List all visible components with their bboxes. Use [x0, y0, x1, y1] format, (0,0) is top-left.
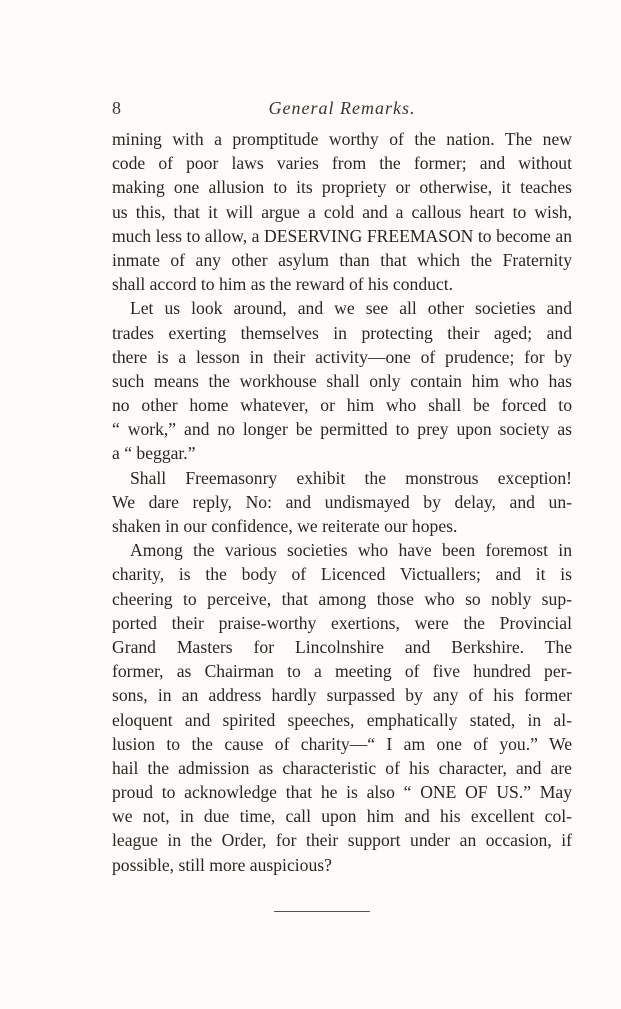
text-line: there is a lesson in their activity—one of prudence; for by: [112, 346, 572, 367]
text-line: a “ beggar.”: [112, 443, 196, 464]
text-line: league in the Order, for their support under an occasion, if: [112, 830, 572, 851]
text-line: making one allusion to its propriety or otherwise, it teaches: [112, 177, 572, 198]
text-line: cheering to perceive, that among those who so nobly sup-: [112, 588, 572, 609]
text-line: charity, is the body of Licenced Victuallers; and it is: [112, 564, 572, 585]
running-title: General Remarks.: [268, 98, 416, 118]
text-line: such means the workhouse shall only contain him who has: [112, 370, 572, 391]
page-number: 8: [112, 98, 121, 118]
text-line: shall accord to him as the reward of his conduct.: [112, 274, 454, 295]
text-line: we not, in due time, call upon him and his excellent col-: [112, 806, 572, 827]
text-line: much less to allow, a DESERVING FREEMASON to become an: [112, 225, 572, 246]
text-line: lusion to the cause of charity—“ I am one of you.” We: [112, 733, 572, 754]
text-line: Let us look around, and we see all other societies and: [130, 298, 572, 319]
text-line: code of poor laws varies from the former; and without: [112, 153, 572, 174]
text-line: former, as Chairman to a meeting of five hundred per-: [112, 661, 572, 682]
running-head: [112, 98, 572, 122]
text-line: Grand Masters for Lincolnshire and Berkshire. The: [112, 636, 572, 657]
text-line: shaken in our confidence, we reiterate our hopes.: [112, 516, 458, 536]
text-line: us this, that it will argue a cold and a callous heart to wish,: [112, 201, 572, 222]
text-line: mining with a promptitude worthy of the nation. The new: [112, 129, 572, 149]
text-line: inmate of any other asylum than that which the Fraternity: [112, 249, 572, 270]
text-line: possible, still more auspicious?: [112, 854, 332, 875]
text-line: “ work,” and no longer be permitted to prey upon society as: [112, 419, 572, 440]
text-line: eloquent and spirited speeches, emphatically stated, in al-: [112, 709, 572, 730]
text-line: We dare reply, No: and undismayed by delay, and un-: [112, 491, 572, 512]
body-text: [112, 127, 572, 877]
section-end-rule: [274, 911, 370, 912]
text-line: no other home whatever, or him who shall be forced to: [112, 395, 572, 416]
text-line: proud to acknowledge that he is also “ ONE OF US.” May: [112, 782, 572, 803]
text-line: Among the various societies who have been foremost in: [130, 540, 572, 561]
text-line: sons, in an address hardly surpassed by any of his former: [112, 685, 572, 706]
text-line: hail the admission as characteristic of his character, and are: [112, 757, 572, 778]
text-line: trades exerting themselves in protecting their aged; and: [112, 322, 572, 343]
text-line: ported their praise-worthy exertions, were the Provincial: [112, 612, 572, 633]
text-line: Shall Freemasonry exhibit the monstrous exception!: [130, 467, 572, 488]
